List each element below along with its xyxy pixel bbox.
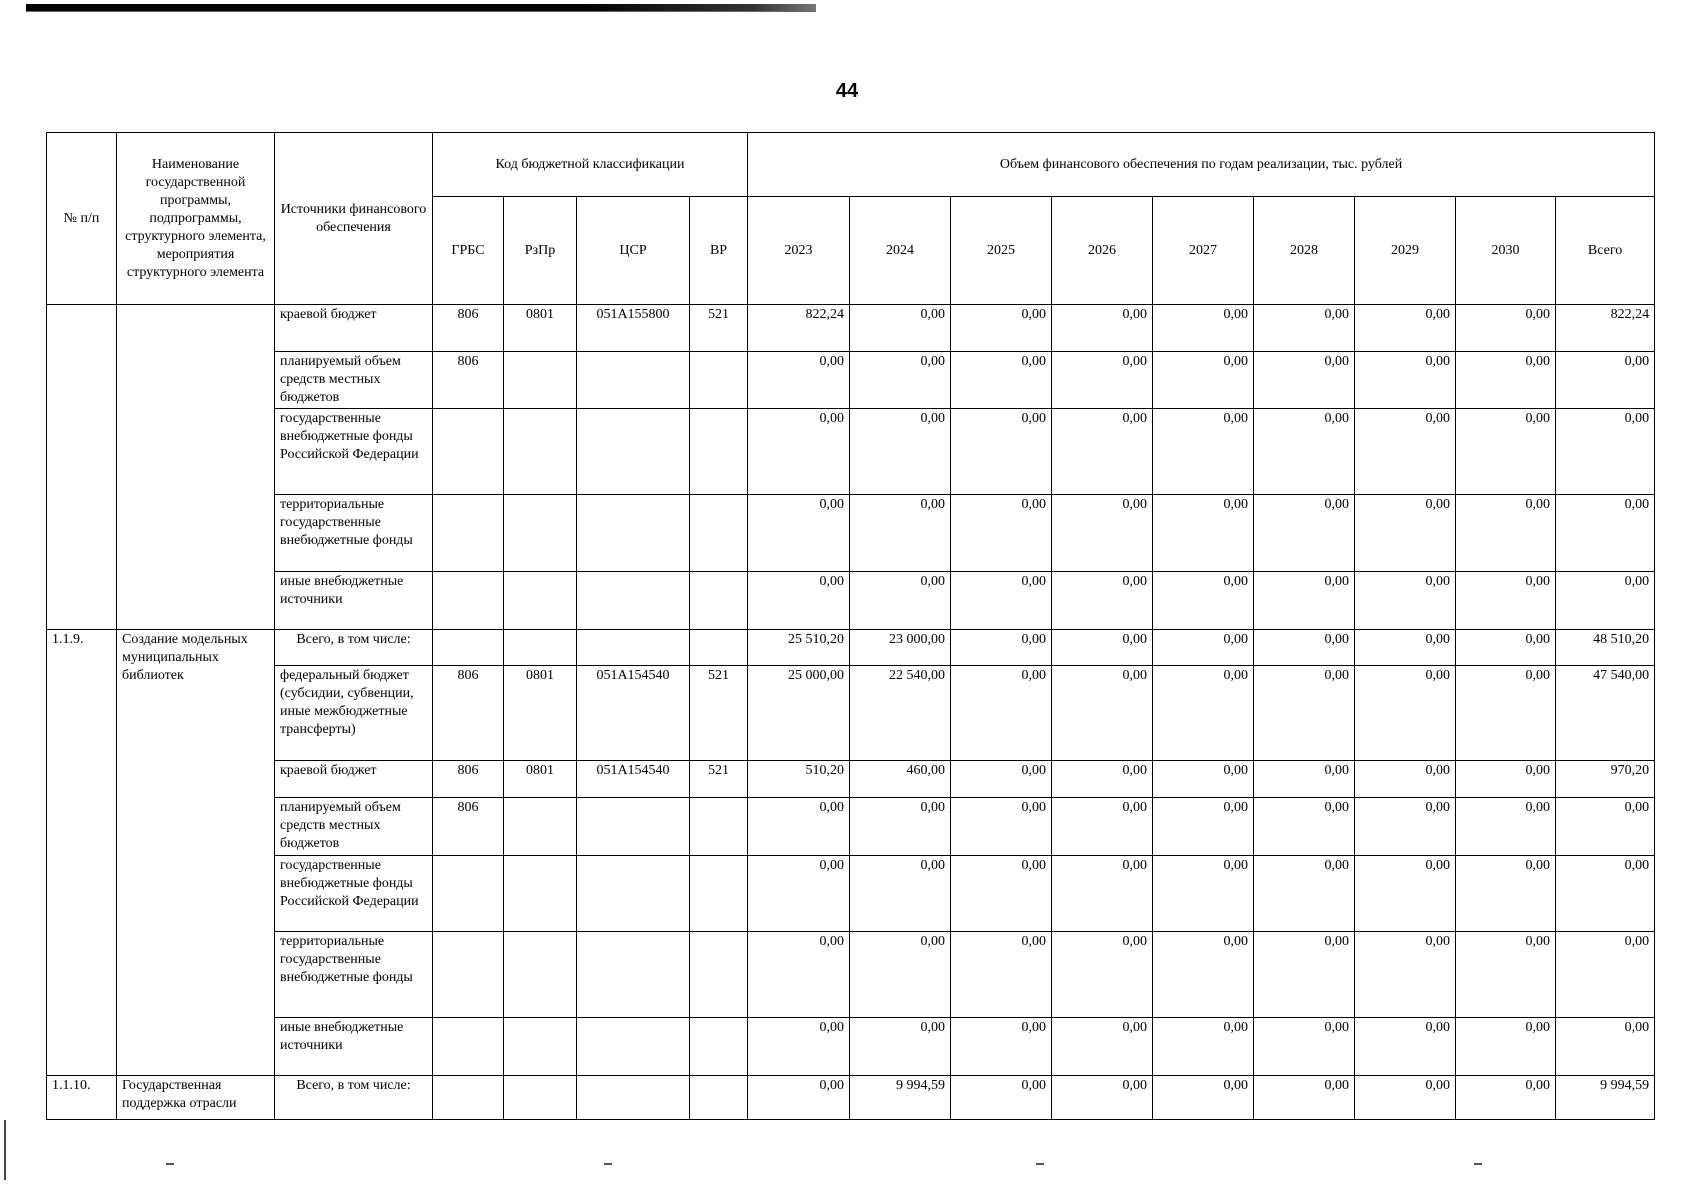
row-rzpr [504,1018,577,1076]
row-rzpr [504,798,577,856]
row-value-2023: 0,00 [748,856,850,932]
row-value-2030: 0,00 [1456,630,1556,666]
row-value-2024: 0,00 [850,856,951,932]
row-csr [577,409,690,495]
table-row [47,798,1655,856]
row-program-name: Государственная поддержка отрасли [117,1076,275,1120]
row-value-2023: 0,00 [748,798,850,856]
row-value-2023: 0,00 [748,572,850,630]
header-year-2027: 2027 [1153,197,1254,305]
row-value-2026: 0,00 [1052,1018,1153,1076]
row-value-2027: 0,00 [1153,1076,1254,1120]
row-value-2028: 0,00 [1254,572,1355,630]
row-rzpr [504,409,577,495]
header-year-2026: 2026 [1052,197,1153,305]
row-value-2028: 0,00 [1254,352,1355,409]
row-value-2027: 0,00 [1153,856,1254,932]
row-value-2026: 0,00 [1052,761,1153,798]
row-grbs [433,495,504,572]
row-source: иные внебюджетные источники [275,1018,433,1076]
row-source: государственные внебюджетные фонды Российской Федерации [275,409,433,495]
row-grbs: 806 [433,352,504,409]
table-row [47,1018,1655,1076]
row-value-2025: 0,00 [951,630,1052,666]
row-value-2023: 0,00 [748,495,850,572]
row-value-2023: 25 510,20 [748,630,850,666]
row-value-2030: 0,00 [1456,1018,1556,1076]
header-grbs: ГРБС [433,197,504,305]
row-value-2028: 0,00 [1254,932,1355,1018]
row-value-2025: 0,00 [951,1076,1052,1120]
row-value-2029: 0,00 [1355,572,1456,630]
row-value-total: 0,00 [1556,495,1655,572]
row-value-2023: 25 000,00 [748,666,850,761]
row-number: 1.1.10. [47,1076,117,1120]
row-value-total: 970,20 [1556,761,1655,798]
header-number: № п/п [47,133,117,305]
row-vr [690,572,748,630]
row-value-2023: 0,00 [748,1076,850,1120]
row-value-2026: 0,00 [1052,630,1153,666]
row-value-2025: 0,00 [951,761,1052,798]
row-value-2026: 0,00 [1052,666,1153,761]
row-value-total: 0,00 [1556,572,1655,630]
row-value-2030: 0,00 [1456,1076,1556,1120]
row-value-total: 0,00 [1556,798,1655,856]
table-row [47,666,1655,761]
row-value-2028: 0,00 [1254,495,1355,572]
row-csr [577,856,690,932]
row-value-total: 9 994,59 [1556,1076,1655,1120]
scan-edge-mark [4,1120,6,1180]
row-value-2024: 0,00 [850,932,951,1018]
row-value-2023: 0,00 [748,1018,850,1076]
row-grbs: 806 [433,798,504,856]
row-program-name: Создание модельных муниципальных библиотек [117,630,275,1076]
row-source: территориальные государственные внебюджетные фонды [275,495,433,572]
table-row [47,305,1655,352]
row-vr [690,856,748,932]
row-vr [690,352,748,409]
row-rzpr [504,572,577,630]
row-value-total: 0,00 [1556,856,1655,932]
row-vr [690,1076,748,1120]
row-grbs [433,932,504,1018]
row-vr: 521 [690,761,748,798]
header-rzpr: РзПр [504,197,577,305]
row-value-2029: 0,00 [1355,630,1456,666]
header-year-2023: 2023 [748,197,850,305]
row-value-2026: 0,00 [1052,409,1153,495]
header-year-2025: 2025 [951,197,1052,305]
row-value-2023: 510,20 [748,761,850,798]
header-year-2029: 2029 [1355,197,1456,305]
row-value-2025: 0,00 [951,495,1052,572]
header-total: Всего [1556,197,1655,305]
row-value-2026: 0,00 [1052,352,1153,409]
row-value-2024: 9 994,59 [850,1076,951,1120]
row-value-2028: 0,00 [1254,761,1355,798]
header-name: Наименование государственной программы, подпрограммы, структурного элемента, мероприятия структурного элемента [117,133,275,305]
row-grbs [433,630,504,666]
row-vr [690,798,748,856]
scan-dot [166,1163,174,1165]
row-value-total: 0,00 [1556,352,1655,409]
row-value-2025: 0,00 [951,352,1052,409]
row-csr [577,572,690,630]
row-value-2027: 0,00 [1153,352,1254,409]
row-source: государственные внебюджетные фонды Российской Федерации [275,856,433,932]
row-program-name [117,305,275,630]
row-value-2029: 0,00 [1355,495,1456,572]
row-value-total: 0,00 [1556,932,1655,1018]
row-value-2026: 0,00 [1052,856,1153,932]
table-row [47,630,1655,666]
row-csr [577,1018,690,1076]
row-value-2027: 0,00 [1153,305,1254,352]
table-row [47,409,1655,495]
row-value-2027: 0,00 [1153,630,1254,666]
header-year-2028: 2028 [1254,197,1355,305]
row-value-2029: 0,00 [1355,409,1456,495]
row-csr [577,495,690,572]
row-value-2028: 0,00 [1254,1018,1355,1076]
row-grbs: 806 [433,761,504,798]
row-value-2027: 0,00 [1153,932,1254,1018]
row-value-2025: 0,00 [951,932,1052,1018]
scan-border-bar [26,4,816,12]
row-value-2030: 0,00 [1456,352,1556,409]
row-value-2027: 0,00 [1153,761,1254,798]
table-row [47,352,1655,409]
row-value-2029: 0,00 [1355,932,1456,1018]
row-value-total: 47 540,00 [1556,666,1655,761]
row-rzpr [504,495,577,572]
row-csr: 051А154540 [577,666,690,761]
row-csr [577,1076,690,1120]
row-value-2029: 0,00 [1355,798,1456,856]
row-value-2030: 0,00 [1456,932,1556,1018]
row-value-2026: 0,00 [1052,572,1153,630]
row-value-2024: 0,00 [850,352,951,409]
row-rzpr [504,352,577,409]
financing-table [46,132,1655,1120]
row-csr: 051А154540 [577,761,690,798]
row-value-2026: 0,00 [1052,798,1153,856]
row-rzpr: 0801 [504,666,577,761]
row-value-2025: 0,00 [951,572,1052,630]
row-value-2024: 0,00 [850,1018,951,1076]
row-value-2029: 0,00 [1355,305,1456,352]
row-value-2024: 0,00 [850,495,951,572]
row-value-2024: 0,00 [850,409,951,495]
row-source: краевой бюджет [275,305,433,352]
row-value-2028: 0,00 [1254,856,1355,932]
row-grbs [433,856,504,932]
table-row [47,495,1655,572]
row-value-2028: 0,00 [1254,798,1355,856]
header-year-2030: 2030 [1456,197,1556,305]
header-source: Источники финансового обеспечения [275,133,433,305]
row-value-2027: 0,00 [1153,1018,1254,1076]
row-value-2029: 0,00 [1355,352,1456,409]
row-vr [690,495,748,572]
row-value-2026: 0,00 [1052,305,1153,352]
row-grbs [433,409,504,495]
table-row [47,761,1655,798]
row-rzpr: 0801 [504,305,577,352]
row-vr: 521 [690,666,748,761]
header-year-2024: 2024 [850,197,951,305]
row-value-2030: 0,00 [1456,798,1556,856]
table-row [47,856,1655,932]
row-rzpr: 0801 [504,761,577,798]
row-source: территориальные государственные внебюджетные фонды [275,932,433,1018]
row-value-2028: 0,00 [1254,305,1355,352]
row-value-2027: 0,00 [1153,798,1254,856]
row-vr [690,630,748,666]
row-value-2029: 0,00 [1355,856,1456,932]
row-value-2023: 0,00 [748,409,850,495]
row-value-2028: 0,00 [1254,666,1355,761]
header-vr: ВР [690,197,748,305]
row-value-2027: 0,00 [1153,495,1254,572]
row-value-2025: 0,00 [951,666,1052,761]
header-budget-code-group: Код бюджетной классификации [433,133,748,197]
table-body [47,305,1655,1120]
row-value-2029: 0,00 [1355,1018,1456,1076]
row-csr: 051А155800 [577,305,690,352]
row-value-total: 0,00 [1556,409,1655,495]
row-value-2027: 0,00 [1153,409,1254,495]
row-grbs [433,1018,504,1076]
row-value-2027: 0,00 [1153,572,1254,630]
row-value-2026: 0,00 [1052,495,1153,572]
row-source: планируемый объем средств местных бюджетов [275,798,433,856]
row-value-2024: 0,00 [850,798,951,856]
row-value-2026: 0,00 [1052,1076,1153,1120]
row-value-2030: 0,00 [1456,305,1556,352]
row-grbs: 806 [433,305,504,352]
row-value-2030: 0,00 [1456,409,1556,495]
row-value-2028: 0,00 [1254,1076,1355,1120]
row-value-2025: 0,00 [951,856,1052,932]
row-grbs: 806 [433,666,504,761]
row-csr [577,798,690,856]
row-grbs [433,572,504,630]
header-funding-volume-group: Объем финансового обеспечения по годам реализации, тыс. рублей [748,133,1655,197]
row-value-2027: 0,00 [1153,666,1254,761]
row-vr [690,1018,748,1076]
row-value-2030: 0,00 [1456,572,1556,630]
row-csr [577,932,690,1018]
row-vr [690,932,748,1018]
row-value-2024: 23 000,00 [850,630,951,666]
row-rzpr [504,932,577,1018]
row-value-2023: 822,24 [748,305,850,352]
row-value-2024: 0,00 [850,305,951,352]
row-source: иные внебюджетные источники [275,572,433,630]
row-source: Всего, в том числе: [275,630,433,666]
page-number: 44 [835,80,859,102]
row-source: федеральный бюджет (субсидии, субвенции, иные межбюджетные трансферты) [275,666,433,761]
scan-dot [1474,1163,1482,1165]
row-number [47,305,117,630]
row-rzpr [504,856,577,932]
row-value-2025: 0,00 [951,798,1052,856]
row-value-2023: 0,00 [748,352,850,409]
row-value-2024: 0,00 [850,572,951,630]
row-value-2029: 0,00 [1355,1076,1456,1120]
row-value-2029: 0,00 [1355,666,1456,761]
row-value-2024: 460,00 [850,761,951,798]
row-number: 1.1.9. [47,630,117,1076]
row-value-2029: 0,00 [1355,761,1456,798]
row-csr [577,352,690,409]
row-value-2025: 0,00 [951,305,1052,352]
row-value-total: 0,00 [1556,1018,1655,1076]
header-csr: ЦСР [577,197,690,305]
table-row [47,572,1655,630]
row-value-2024: 22 540,00 [850,666,951,761]
row-source: краевой бюджет [275,761,433,798]
table-row [47,1076,1655,1120]
row-rzpr [504,630,577,666]
row-value-2030: 0,00 [1456,495,1556,572]
row-value-2028: 0,00 [1254,630,1355,666]
row-vr: 521 [690,305,748,352]
row-value-total: 822,24 [1556,305,1655,352]
row-value-2028: 0,00 [1254,409,1355,495]
row-value-2030: 0,00 [1456,761,1556,798]
row-csr [577,630,690,666]
row-source: Всего, в том числе: [275,1076,433,1120]
row-value-2023: 0,00 [748,932,850,1018]
scan-dot [604,1163,612,1165]
table-row [47,932,1655,1018]
scan-dot [1036,1163,1044,1165]
row-grbs [433,1076,504,1120]
row-value-2030: 0,00 [1456,666,1556,761]
row-rzpr [504,1076,577,1120]
row-vr [690,409,748,495]
row-value-2025: 0,00 [951,409,1052,495]
row-value-2026: 0,00 [1052,932,1153,1018]
row-source: планируемый объем средств местных бюджетов [275,352,433,409]
row-value-2030: 0,00 [1456,856,1556,932]
row-value-total: 48 510,20 [1556,630,1655,666]
row-value-2025: 0,00 [951,1018,1052,1076]
